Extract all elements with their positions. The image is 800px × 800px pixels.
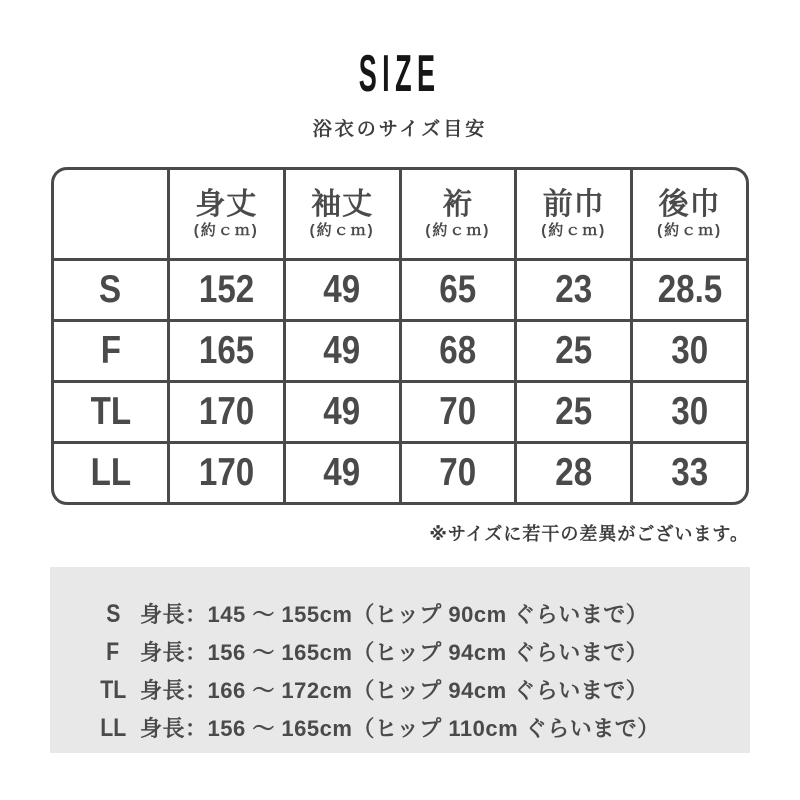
table-corner-cell: [54, 170, 167, 258]
guide-size-text: 身長：156 ～ 165cm（ヒップ 94cm ぐらいまで）: [140, 640, 649, 665]
size-note-row: [51, 520, 749, 546]
col-header-label: 身丈: [195, 187, 258, 221]
cell-f-sodetake: 49: [286, 322, 399, 380]
guide-size-label: TL: [100, 676, 126, 704]
page-subtitle-row: [0, 114, 800, 141]
cell-s-maehaba: 23: [517, 261, 630, 319]
col-header-mitake: [170, 170, 283, 258]
cell-s-mitake: 152: [170, 261, 283, 319]
cell-s-yuki: 65: [402, 261, 515, 319]
height-guide-row-f: [86, 636, 734, 674]
col-header-yuki: [402, 170, 515, 258]
height-guide-row-ll: [86, 712, 734, 750]
height-guide-box: [50, 567, 750, 753]
cell-ll-ushirohaba: 33: [633, 444, 746, 502]
page-title-row: [0, 0, 800, 103]
page-title: SIZE: [359, 45, 441, 103]
cell-tl-ushirohaba: 30: [633, 383, 746, 441]
cell-ll-yuki: 70: [402, 444, 515, 502]
cell-tl-sodetake: 49: [286, 383, 399, 441]
col-header-ushirohaba: [633, 170, 746, 258]
row-label-s: S: [54, 261, 167, 319]
guide-size-label: S: [105, 600, 121, 628]
row-label-f: F: [54, 322, 167, 380]
cell-f-mitake: 165: [170, 322, 283, 380]
guide-size-text: 身長：145 ～ 155cm（ヒップ 90cm ぐらいまで）: [140, 602, 649, 627]
col-header-unit: (約ｃｍ): [541, 222, 607, 240]
guide-size-label: F: [106, 638, 120, 666]
cell-s-sodetake: 49: [286, 261, 399, 319]
guide-size-label: LL: [100, 714, 126, 742]
cell-ll-maehaba: 28: [517, 444, 630, 502]
cell-ll-sodetake: 49: [286, 444, 399, 502]
cell-tl-maehaba: 25: [517, 383, 630, 441]
cell-f-ushirohaba: 30: [633, 322, 746, 380]
col-header-sodetake: [286, 170, 399, 258]
height-guide-row-tl: [86, 674, 734, 712]
col-header-unit: (約ｃｍ): [193, 222, 259, 240]
row-label-tl: TL: [54, 383, 167, 441]
guide-size-text: 身長：166 ～ 172cm（ヒップ 94cm ぐらいまで）: [140, 678, 649, 703]
page-subtitle: 浴衣のサイズ目安: [312, 119, 488, 140]
cell-ll-mitake: 170: [170, 444, 283, 502]
col-header-maehaba: [517, 170, 630, 258]
col-header-unit: (約ｃｍ): [425, 222, 491, 240]
height-guide-row-s: [86, 598, 734, 636]
col-header-unit: (約ｃｍ): [309, 222, 375, 240]
col-header-unit: (約ｃｍ): [657, 222, 723, 240]
col-header-label: 裄: [442, 187, 474, 221]
col-header-label: 袖丈: [311, 187, 374, 221]
size-table: [51, 167, 749, 505]
col-header-label: 後巾: [658, 187, 721, 221]
size-note: ※サイズに若干の差異がございます。: [429, 524, 749, 544]
cell-s-ushirohaba: 28.5: [633, 261, 746, 319]
row-label-ll: LL: [54, 444, 167, 502]
cell-f-yuki: 68: [402, 322, 515, 380]
cell-tl-mitake: 170: [170, 383, 283, 441]
guide-size-text: 身長：156 ～ 165cm（ヒップ 110cm ぐらいまで）: [140, 716, 660, 741]
col-header-label: 前巾: [542, 187, 605, 221]
cell-f-maehaba: 25: [517, 322, 630, 380]
cell-tl-yuki: 70: [402, 383, 515, 441]
